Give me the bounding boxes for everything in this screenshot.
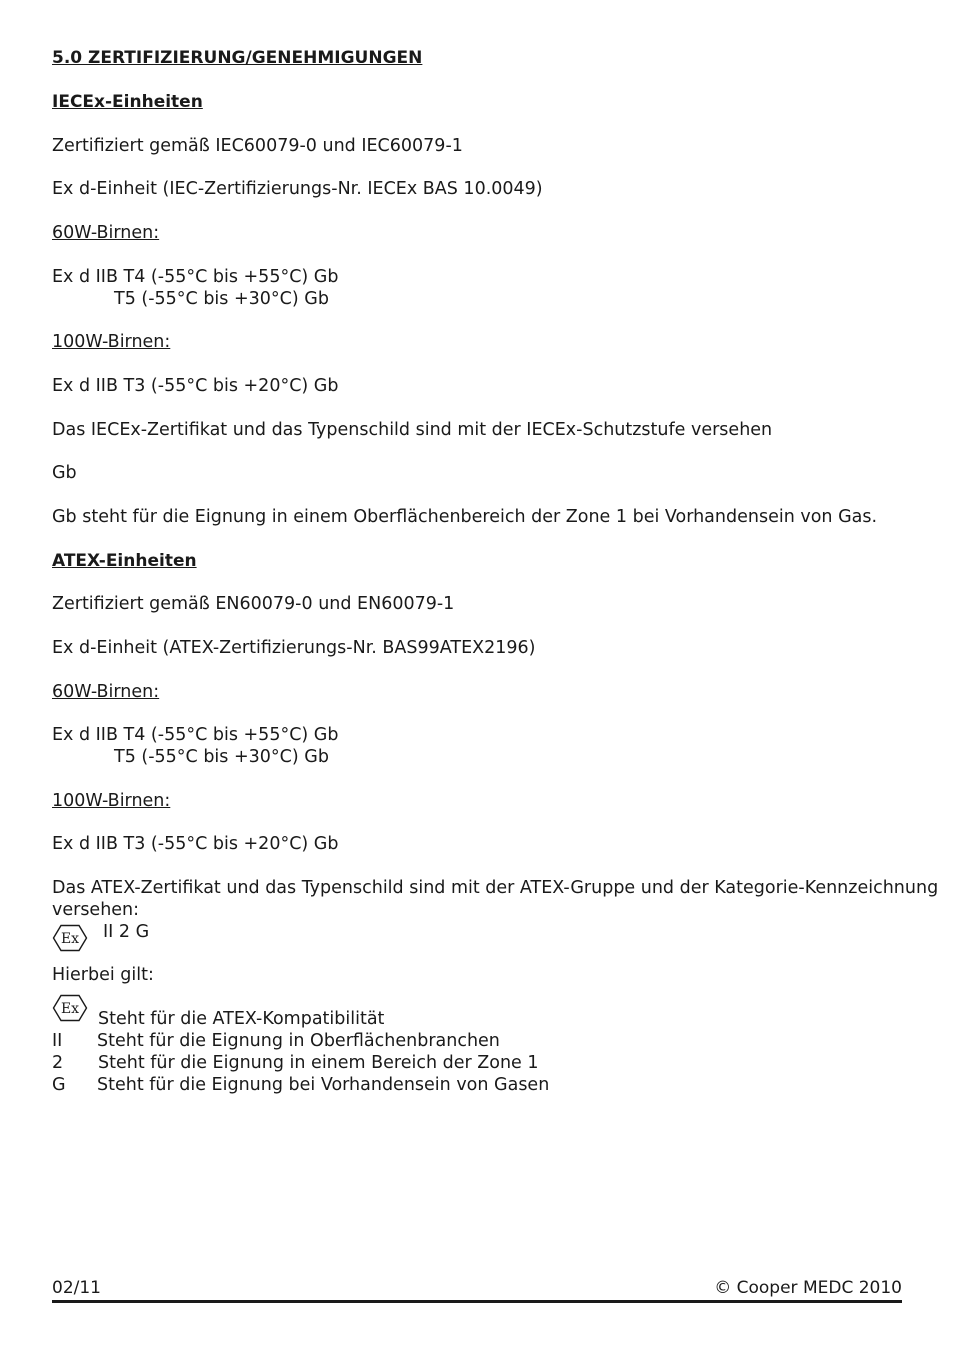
- atex-bulbs100-label: 100W-Birnen:: [52, 791, 171, 811]
- legend-text: Steht für die Eignung in Oberflächenbranchen: [97, 1031, 500, 1051]
- atex-marking-line1: Das ATEX-Zertifikat und das Typenschild sind mit der ATEX-Gruppe und der Kategorie-Kennzeichnung: [52, 878, 939, 898]
- atex-unit: Ex d-Einheit (ATEX-Zertifizierungs-Nr. BAS99ATEX2196): [52, 638, 536, 658]
- iecex-marking-text: Das IECEx-Zertifikat und das Typenschild sind mit der IECEx-Schutzstufe versehen: [52, 420, 773, 440]
- svg-text:Ex: Ex: [60, 931, 80, 947]
- ex-hexagon-icon: [52, 924, 88, 952]
- iecex-bulbs60-line2: T5 (-55°C bis +30°C) Gb: [114, 289, 329, 309]
- legend-text: Steht für die Eignung bei Vorhandensein von Gasen: [97, 1075, 550, 1095]
- footer-copyright: © Cooper MEDC 2010: [714, 1278, 902, 1298]
- section-title: 5.0 ZERTIFIZIERUNG/GENEHMIGUNGEN: [52, 48, 423, 68]
- atex-marking-code: II 2 G: [103, 922, 150, 942]
- iecex-heading: IECEx-Einheiten: [52, 92, 203, 112]
- legend-text: Steht für die Eignung in einem Bereich der Zone 1: [98, 1053, 539, 1073]
- atex-marking-line2: versehen:: [52, 900, 140, 920]
- atex-hierbei: Hierbei gilt:: [52, 965, 154, 985]
- iecex-unit: Ex d-Einheit (IEC-Zertifizierungs-Nr. IECEx BAS 10.0049): [52, 179, 543, 199]
- atex-bulbs60-label: 60W-Birnen:: [52, 682, 160, 702]
- footer-date: 02/11: [52, 1278, 101, 1298]
- iecex-certified: Zertifiziert gemäß IEC60079-0 und IEC60079-1: [52, 136, 463, 156]
- iecex-bulbs100-label: 100W-Birnen:: [52, 332, 171, 352]
- svg-text:Ex: Ex: [60, 1001, 80, 1017]
- iecex-gb: Gb: [52, 463, 77, 483]
- iecex-bulbs60-label: 60W-Birnen:: [52, 223, 160, 243]
- atex-bulbs60-line1: Ex d IIB T4 (-55°C bis +55°C) Gb: [52, 725, 339, 745]
- atex-bulbs60-line2: T5 (-55°C bis +30°C) Gb: [114, 747, 329, 767]
- atex-certified: Zertifiziert gemäß EN60079-0 und EN60079-1: [52, 594, 455, 614]
- ex-hexagon-icon: [52, 994, 88, 1022]
- iecex-bulbs100-line1: Ex d IIB T3 (-55°C bis +20°C) Gb: [52, 376, 339, 396]
- iecex-bulbs60-line1: Ex d IIB T4 (-55°C bis +55°C) Gb: [52, 267, 339, 287]
- atex-heading: ATEX-Einheiten: [52, 551, 197, 571]
- atex-bulbs100-line1: Ex d IIB T3 (-55°C bis +20°C) Gb: [52, 834, 339, 854]
- legend-key: G: [52, 1075, 66, 1095]
- iecex-gb-description: Gb steht für die Eignung in einem Oberflächenbereich der Zone 1 bei Vorhandensein von Gas.: [52, 507, 878, 527]
- legend-key: II: [52, 1031, 63, 1051]
- footer-rule: [52, 1300, 902, 1303]
- legend-key: 2: [52, 1053, 64, 1073]
- legend-text-ex: Steht für die ATEX-Kompatibilität: [98, 1009, 385, 1029]
